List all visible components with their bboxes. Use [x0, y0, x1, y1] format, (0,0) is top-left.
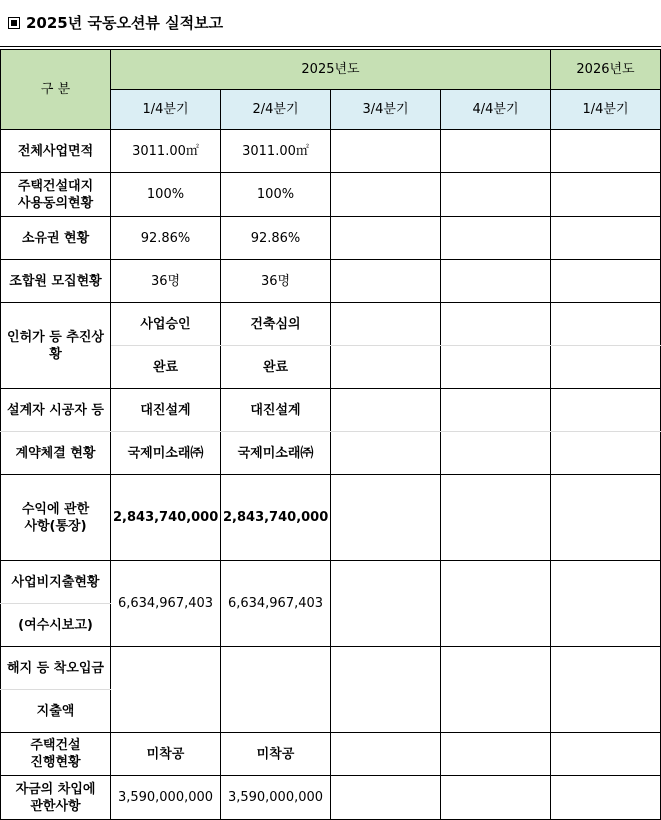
table-cell: 국제미소래㈜ — [111, 432, 221, 475]
header-quarter: 4/4분기 — [441, 90, 551, 130]
table-cell — [331, 561, 441, 647]
table-cell — [331, 432, 441, 475]
table-cell: 완료 — [111, 346, 221, 389]
page-title-text: 2025년 국동오션뷰 실적보고 — [26, 14, 224, 32]
table-cell — [551, 561, 661, 647]
table-row — [1, 561, 661, 604]
row-label-line: 진행현황 — [30, 755, 81, 770]
table-row — [1, 260, 661, 303]
table-cell — [441, 561, 551, 647]
table-cell: 100% — [111, 173, 221, 217]
title-divider — [0, 46, 661, 47]
header-quarter: 2/4분기 — [221, 90, 331, 130]
table-cell: 국제미소래㈜ — [221, 432, 331, 475]
header-quarter: 1/4분기 — [111, 90, 221, 130]
table-cell — [441, 475, 551, 561]
table-cell: 3011.00㎡ — [221, 130, 331, 173]
table-cell: 3,590,000,000 — [221, 776, 331, 820]
table-row — [1, 217, 661, 260]
table-row — [1, 776, 661, 820]
table-cell — [331, 733, 441, 776]
table-cell — [441, 303, 551, 346]
table-cell — [441, 647, 551, 733]
header-row-year — [1, 50, 661, 90]
row-label: 소유권 현황 — [1, 217, 111, 260]
row-label: 해지 등 착오입금 — [1, 647, 111, 690]
page-title — [8, 10, 223, 36]
row-label-line: 사항(통장) — [24, 518, 87, 534]
table-cell — [441, 776, 551, 820]
report-table — [0, 49, 661, 820]
table-cell — [551, 389, 661, 432]
table-cell: 3011.00㎡ — [111, 130, 221, 173]
table-cell: 완료 — [221, 346, 331, 389]
table-cell: 3,590,000,000 — [111, 776, 221, 820]
header-year-2025: 2025년도 — [111, 50, 551, 90]
table-cell — [551, 346, 661, 389]
table-row — [1, 173, 661, 217]
row-label-line: 사용동의현황 — [17, 195, 94, 211]
table-cell: 100% — [221, 173, 331, 217]
table-cell — [441, 130, 551, 173]
table-cell: 6,634,967,403 — [111, 561, 221, 647]
table-cell — [441, 432, 551, 475]
table-cell — [331, 647, 441, 733]
table-row — [1, 647, 661, 690]
table-cell: 대진설계 — [111, 389, 221, 432]
table-cell — [551, 303, 661, 346]
table-cell — [111, 647, 221, 733]
table-row — [1, 432, 661, 475]
table-row — [1, 733, 661, 776]
table-row — [1, 475, 661, 561]
row-label: 지출액 — [1, 690, 111, 733]
table-cell: 미착공 — [111, 733, 221, 776]
table-cell: 대진설계 — [221, 389, 331, 432]
row-label: 인허가 등 추진상황 — [1, 303, 111, 389]
table-cell — [551, 733, 661, 776]
row-label — [1, 173, 111, 217]
header-quarter: 3/4분기 — [331, 90, 441, 130]
table-cell: 사업승인 — [111, 303, 221, 346]
table-cell — [331, 776, 441, 820]
header-category: 구 분 — [1, 50, 111, 130]
row-label: 계약체결 현황 — [1, 432, 111, 475]
table-cell — [441, 733, 551, 776]
row-label-line: 주택건설 — [30, 738, 81, 753]
table-cell — [551, 776, 661, 820]
row-label — [1, 776, 111, 820]
table-row — [1, 303, 661, 346]
row-label-line: 수익에 관한 — [21, 501, 90, 517]
table-cell — [331, 173, 441, 217]
table-cell: 36명 — [221, 260, 331, 303]
row-label: 설계자 시공자 등 — [1, 389, 111, 432]
table-row — [1, 389, 661, 432]
table-cell: 36명 — [111, 260, 221, 303]
table-cell: 건축심의 — [221, 303, 331, 346]
table-cell — [441, 173, 551, 217]
table-cell — [441, 389, 551, 432]
table-cell — [331, 346, 441, 389]
header-quarter: 1/4분기 — [551, 90, 661, 130]
row-label-line: 자금의 차입에 — [15, 781, 96, 797]
table-cell: 2,843,740,000 — [221, 475, 331, 561]
table-cell — [331, 303, 441, 346]
table-cell — [331, 217, 441, 260]
table-cell: 92.86% — [111, 217, 221, 260]
row-label — [1, 733, 111, 776]
table-cell — [441, 217, 551, 260]
table-cell: 2,843,740,000 — [111, 475, 221, 561]
table-cell — [551, 647, 661, 733]
table-cell — [331, 389, 441, 432]
table-cell — [221, 647, 331, 733]
table-cell — [331, 130, 441, 173]
row-label: 전체사업면적 — [1, 130, 111, 173]
table-cell — [551, 173, 661, 217]
row-label: 사업비지출현황 — [1, 561, 111, 604]
table-cell — [551, 260, 661, 303]
row-label-line: 주택건설대지 — [17, 178, 94, 194]
row-label — [1, 475, 111, 561]
table-cell — [551, 432, 661, 475]
table-cell — [331, 260, 441, 303]
header-year-2026: 2026년도 — [551, 50, 661, 90]
table-row — [1, 130, 661, 173]
table-cell: 미착공 — [221, 733, 331, 776]
table-cell — [441, 260, 551, 303]
table-cell: 92.86% — [221, 217, 331, 260]
table-cell: 6,634,967,403 — [221, 561, 331, 647]
table-cell — [551, 130, 661, 173]
row-label: (여수시보고) — [1, 604, 111, 647]
row-label: 조합원 모집현황 — [1, 260, 111, 303]
table-cell — [331, 475, 441, 561]
row-label-line: 관한사항 — [30, 798, 81, 814]
table-cell — [551, 475, 661, 561]
square-bullet-icon — [8, 17, 20, 29]
table-cell — [441, 346, 551, 389]
table-cell — [551, 217, 661, 260]
